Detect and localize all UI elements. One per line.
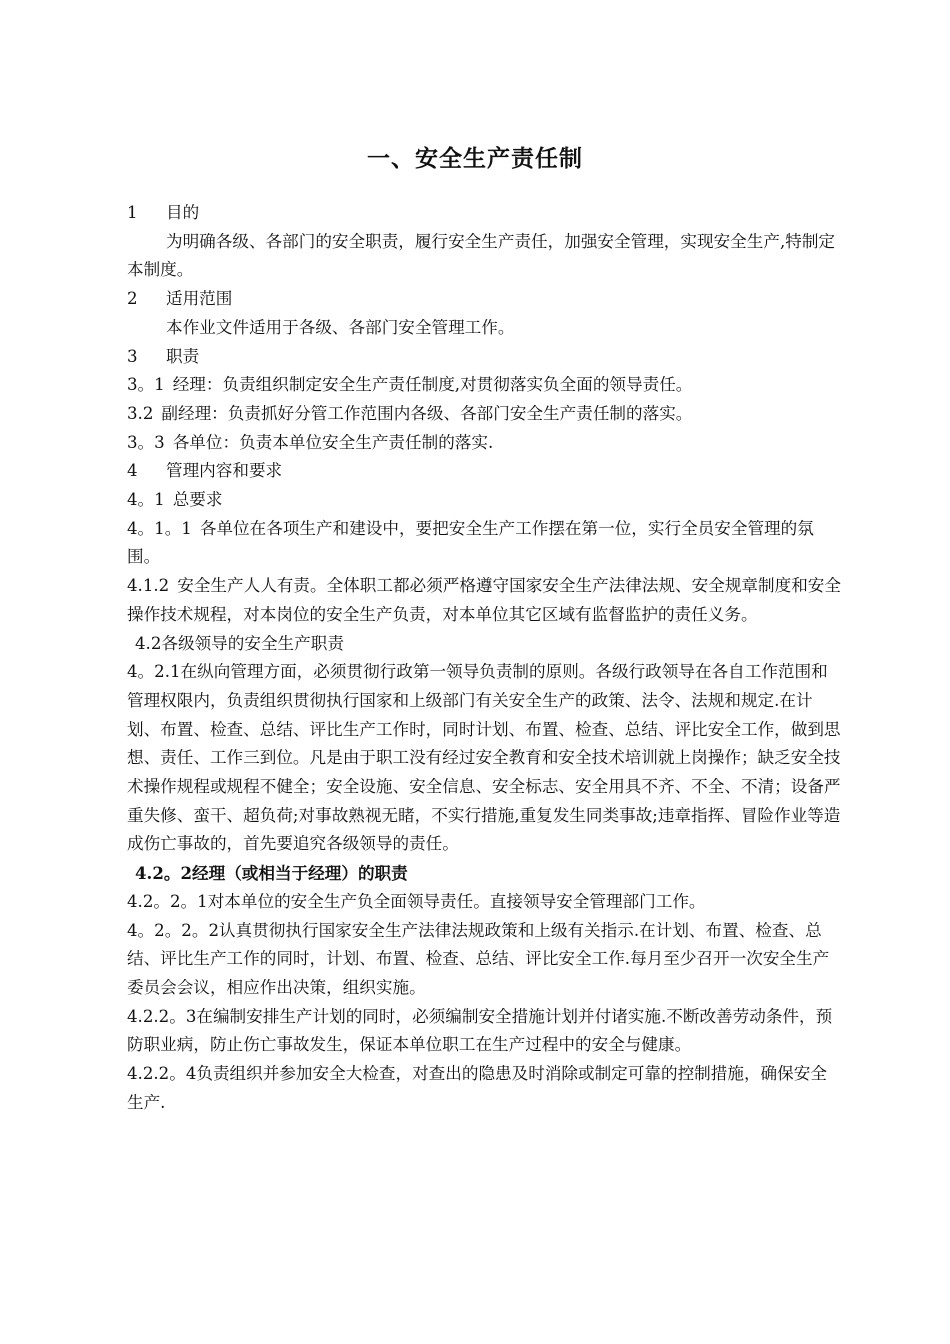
clause-text: 副经理：负责抓好分管工作范围内各级、各部门安全生产责任制的落实。 — [161, 403, 693, 423]
section-heading — [127, 285, 842, 314]
paragraph: 4.2。2。1对本单位的安全生产负全面领导责任。直接领导安全管理部门工作。 — [127, 891, 706, 911]
page-title: 一、安全生产责任制 — [367, 146, 583, 172]
section-title: 职责 — [166, 346, 200, 366]
paragraph: 4.2.2。3在编制安排生产计划的同时，必须编制安全措施计划并付诸实施.不断改善劳动条件，预防职业病，防止伤亡事故发生，保证本单位职工在生产过程中的安全与健康。 — [127, 1006, 833, 1055]
section-heading — [127, 343, 842, 372]
paragraph: 4。2.1在纵向管理方面，必须贯彻行政第一领导负责制的原则。各级行政领导在各自工作范围和管理权限内，负责组织贯彻执行国家和上级部门有关安全生产的政策、法令、法规和规定.在计划、布置、检查、总结、评比生产工作时，同时计划、布置、检查、总结、评比安全工作，做到思想、责任、工作三到位。凡是由于职工没有经过安全教育和安全技术培训就上岗操作；缺乏安全技术操作规程或规程不健全；安全设施、安全信息、安全标志、安全用具不齐、不全、不清；设备严重失修、蛮干、超负荷;对事故熟视无睹，不实行措施,重复发生同类事故;违章指挥、冒险作业等造成伤亡事故的，首先要追究各级领导的责任。 — [127, 662, 841, 854]
clause-text: 各单位在各项生产和建设中，要把安全生产工作摆在第一位，实行全员安全管理的氛围。 — [127, 518, 814, 567]
clause — [127, 400, 842, 429]
clause-number: 3。3 — [127, 432, 165, 452]
subsection-heading: 4.2各级领导的安全生产职责 — [135, 633, 344, 653]
section-number: 3 — [127, 346, 138, 366]
paragraph: 4。2。2。2认真贯彻执行国家安全生产法律法规政策和上级有关指示.在计划、布置、检查、总结、评比生产工作的同时，计划、布置、检查、总结、评比安全工作.每月至少召开一次安全生产委员会会议，相应作出决策，组织实施。 — [127, 920, 830, 997]
paragraph: 4.2.2。4负责组织并参加安全大检查，对查出的隐患及时消除或制定可靠的控制措施，确保安全生产. — [127, 1064, 827, 1112]
clause-text: 总要求 — [172, 490, 223, 510]
clause-text: 经理：负责组织制定安全生产责任制度,对贯彻落实负全面的领导责任。 — [172, 375, 693, 395]
clause-text: 各单位：负责本单位安全生产责任制的落实. — [172, 432, 494, 452]
clause — [127, 572, 842, 629]
section-title: 适用范围 — [166, 289, 233, 309]
document-body — [127, 199, 842, 1118]
paragraph: 为明确各级、各部门的安全职责，履行安全生产责任，加强安全管理，实现安全生产,特制定本制度。 — [127, 231, 836, 280]
section-heading — [127, 199, 842, 228]
clause — [127, 371, 842, 400]
clause-number: 3。1 — [127, 375, 165, 395]
section-number: 2 — [127, 289, 138, 309]
clause — [127, 486, 842, 515]
section-number: 4 — [127, 461, 138, 481]
clause-text: 安全生产人人有责。全体职工都必须严格遵守国家安全生产法律法规、安全规章制度和安全操作技术规程，对本岗位的安全生产负责，对本单位其它区域有监督监护的责任义务。 — [127, 576, 841, 624]
clause-number: 4。1 — [127, 490, 165, 510]
subsection-heading: 4.2。2经理（或相当于经理）的职责 — [135, 863, 408, 884]
section-heading — [127, 457, 842, 486]
clause — [127, 515, 842, 572]
paragraph: 本作业文件适用于各级、各部门安全管理工作。 — [166, 317, 515, 337]
section-title: 管理内容和要求 — [166, 461, 283, 481]
clause-number: 4。1。1 — [127, 518, 192, 538]
clause-number: 3.2 — [127, 403, 154, 423]
clause-number: 4.1.2 — [127, 576, 170, 596]
section-title: 目的 — [166, 203, 200, 222]
section-number: 1 — [127, 203, 138, 222]
clause — [127, 429, 842, 458]
